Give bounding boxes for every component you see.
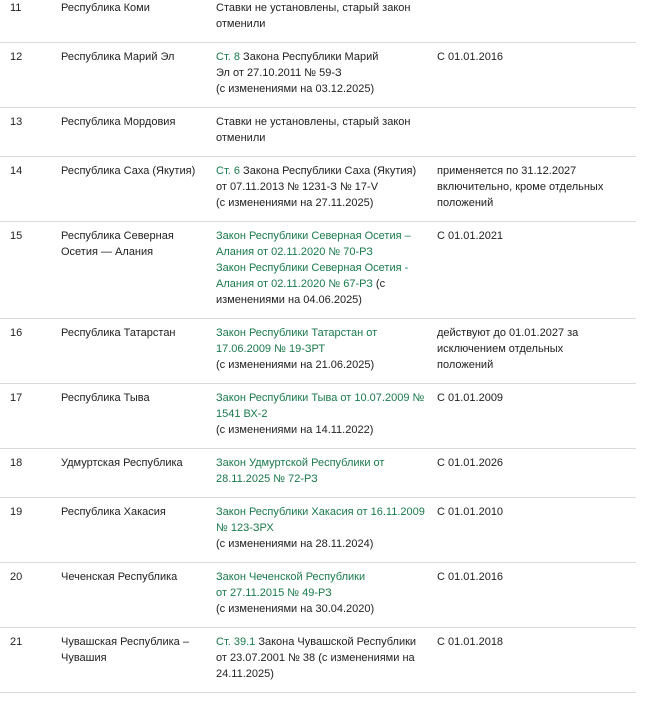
law-link[interactable]: от 27.11.2015 № 49-РЗ <box>216 587 332 599</box>
region-name <box>61 498 208 563</box>
law-text: (с изменениями на 27.11.2025) <box>216 197 374 209</box>
table-row <box>0 108 636 157</box>
table-row <box>0 222 636 319</box>
region-name <box>61 319 208 384</box>
region-name <box>61 43 208 108</box>
law-link[interactable]: Ст. 6 <box>216 165 240 177</box>
law-link[interactable]: Закон Республики Тыва от 10.07.2009 № <box>216 392 425 404</box>
law-line <box>216 422 428 438</box>
law-line <box>216 130 428 146</box>
law-line <box>216 325 428 341</box>
region-name <box>61 384 208 449</box>
law-line <box>216 585 428 601</box>
law-line <box>216 601 428 617</box>
law-line <box>216 390 428 406</box>
law-text: 24.11.2025) <box>216 668 274 680</box>
law-link[interactable]: Закон Республики Северная Осетия - <box>216 262 409 274</box>
law-line <box>216 81 428 97</box>
law-link[interactable]: Закон Чеченской Республики <box>216 571 366 583</box>
law-link[interactable]: Ст. 39.1 <box>216 636 256 648</box>
law-link[interactable]: Закон Республики Северная Осетия – <box>216 230 411 242</box>
law-text: Закона Республики Саха (Якутия) <box>240 165 417 177</box>
region-name <box>61 449 208 498</box>
row-number: 19 <box>0 498 61 563</box>
region-name <box>61 563 208 628</box>
table-row <box>0 449 636 498</box>
effective-date-line: С 01.01.2010 <box>437 506 504 518</box>
law-line <box>216 0 428 16</box>
law-reference <box>208 108 434 157</box>
table-row <box>0 628 636 693</box>
law-link[interactable]: № 123-ЗРХ <box>216 522 274 534</box>
table-row <box>0 498 636 563</box>
row-number: 12 <box>0 43 61 108</box>
effective-date <box>434 157 636 222</box>
row-number: 13 <box>0 108 61 157</box>
law-link[interactable]: Ст. 8 <box>216 51 240 63</box>
region-name <box>61 108 208 157</box>
law-text: Закона Республики Марий <box>240 51 379 63</box>
row-number: 20 <box>0 563 61 628</box>
effective-date-line: включительно, кроме отдельных <box>437 181 604 193</box>
law-link[interactable]: Закон Удмуртской Республики от <box>216 457 385 469</box>
effective-date-line: С 01.01.2026 <box>437 457 504 469</box>
law-line <box>216 341 428 357</box>
law-line <box>216 650 428 666</box>
law-link[interactable]: Закон Республики Хакасия от 16.11.2009 <box>216 506 425 518</box>
law-reference <box>208 563 434 628</box>
effective-date <box>434 222 636 319</box>
law-line <box>216 195 428 211</box>
row-number: 14 <box>0 157 61 222</box>
law-line <box>216 536 428 552</box>
law-link[interactable]: 17.06.2009 № 19-ЗРТ <box>216 343 326 355</box>
law-reference <box>208 498 434 563</box>
table-row <box>0 319 636 384</box>
law-line <box>216 455 428 471</box>
law-link[interactable]: Закон Республики Татарстан от <box>216 327 378 339</box>
law-text: Эл от 27.10.2011 № 59-З <box>216 67 342 79</box>
law-line <box>216 179 428 195</box>
region-name-line: Чувашская Республика – <box>61 636 189 648</box>
effective-date <box>434 43 636 108</box>
law-line <box>216 65 428 81</box>
effective-date-line: С 01.01.2021 <box>437 230 504 242</box>
table-row <box>0 563 636 628</box>
law-reference <box>208 384 434 449</box>
row-number: 11 <box>0 0 61 43</box>
law-reference <box>208 628 434 693</box>
law-line <box>216 569 428 585</box>
effective-date-line: С 01.01.2018 <box>437 636 504 648</box>
law-link[interactable]: Алания от 02.11.2020 № 67-РЗ <box>216 278 373 290</box>
effective-date-line: С 01.01.2016 <box>437 51 504 63</box>
effective-date <box>434 563 636 628</box>
table-row <box>0 43 636 108</box>
law-reference <box>208 0 434 43</box>
region-name-line: Республика Саха (Якутия) <box>61 165 196 177</box>
law-link[interactable]: 28.11.2025 № 72-РЗ <box>216 473 318 485</box>
law-reference <box>208 222 434 319</box>
law-text: (с изменениями на 21.06.2025) <box>216 359 375 371</box>
region-name-line: Республика Татарстан <box>61 327 176 339</box>
law-line <box>216 357 428 373</box>
law-line <box>216 666 428 682</box>
effective-date-line: положений <box>437 359 494 371</box>
law-line <box>216 163 428 179</box>
law-text: отменили <box>216 132 266 144</box>
region-name-line: Удмуртская Республика <box>61 457 183 469</box>
law-reference <box>208 43 434 108</box>
law-line <box>216 228 428 244</box>
region-name-line: Республика Северная <box>61 230 174 242</box>
effective-date <box>434 0 636 43</box>
law-text: от 23.07.2001 № 38 (с изменениями на <box>216 652 415 664</box>
law-text: (с изменениями на 03.12.2025) <box>216 83 375 95</box>
law-line <box>216 49 428 65</box>
law-text: отменили <box>216 18 266 30</box>
law-line <box>216 16 428 32</box>
region-name-line: Чувашия <box>61 652 107 664</box>
effective-date <box>434 449 636 498</box>
law-text: изменениями на 04.06.2025) <box>216 294 362 306</box>
law-line <box>216 504 428 520</box>
table-row <box>0 0 636 43</box>
region-name <box>61 628 208 693</box>
effective-date <box>434 384 636 449</box>
law-line <box>216 244 428 260</box>
law-link[interactable]: 1541 ВХ-2 <box>216 408 268 420</box>
row-number: 16 <box>0 319 61 384</box>
table-row <box>0 157 636 222</box>
effective-date-line: действуют до 01.01.2027 за <box>437 327 579 339</box>
law-reference <box>208 449 434 498</box>
region-name-line: Республика Тыва <box>61 392 150 404</box>
law-line <box>216 276 428 292</box>
effective-date-line: применяется по 31.12.2027 <box>437 165 577 177</box>
effective-date-line: С 01.01.2016 <box>437 571 504 583</box>
region-name-line: Республика Хакасия <box>61 506 166 518</box>
law-text: (с <box>372 278 386 290</box>
effective-date <box>434 319 636 384</box>
law-line <box>216 471 428 487</box>
law-text: (с изменениями на 14.11.2022) <box>216 424 374 436</box>
region-name <box>61 222 208 319</box>
region-name-line: Республика Мордовия <box>61 116 176 128</box>
law-reference <box>208 157 434 222</box>
law-link[interactable]: Алания от 02.11.2020 № 70-РЗ <box>216 246 373 258</box>
law-text: Ставки не установлены, старый закон <box>216 116 411 128</box>
region-name-line: Республика Марий Эл <box>61 51 175 63</box>
law-line <box>216 634 428 650</box>
row-number: 17 <box>0 384 61 449</box>
row-number: 15 <box>0 222 61 319</box>
law-text: (с изменениями на 28.11.2024) <box>216 538 374 550</box>
region-name-line: Республика Коми <box>61 2 150 14</box>
effective-date-line: положений <box>437 197 494 209</box>
law-line <box>216 406 428 422</box>
law-text: Закона Чувашской Республики <box>255 636 417 648</box>
row-number: 21 <box>0 628 61 693</box>
region-name <box>61 157 208 222</box>
law-text: от 07.11.2013 № 1231-З № 17-V <box>216 181 379 193</box>
law-reference <box>208 319 434 384</box>
law-line <box>216 114 428 130</box>
law-line <box>216 292 428 308</box>
effective-date <box>434 628 636 693</box>
law-line <box>216 260 428 276</box>
region-name-line: Чеченская Республика <box>61 571 178 583</box>
law-line <box>216 520 428 536</box>
effective-date-line: исключением отдельных <box>437 343 564 355</box>
law-text: (с изменениями на 30.04.2020) <box>216 603 375 615</box>
effective-date <box>434 108 636 157</box>
table-row <box>0 384 636 449</box>
law-text: Ставки не установлены, старый закон <box>216 2 411 14</box>
region-name-line: Осетия — Алания <box>61 246 154 258</box>
effective-date <box>434 498 636 563</box>
region-name <box>61 0 208 43</box>
effective-date-line: С 01.01.2009 <box>437 392 504 404</box>
row-number: 18 <box>0 449 61 498</box>
